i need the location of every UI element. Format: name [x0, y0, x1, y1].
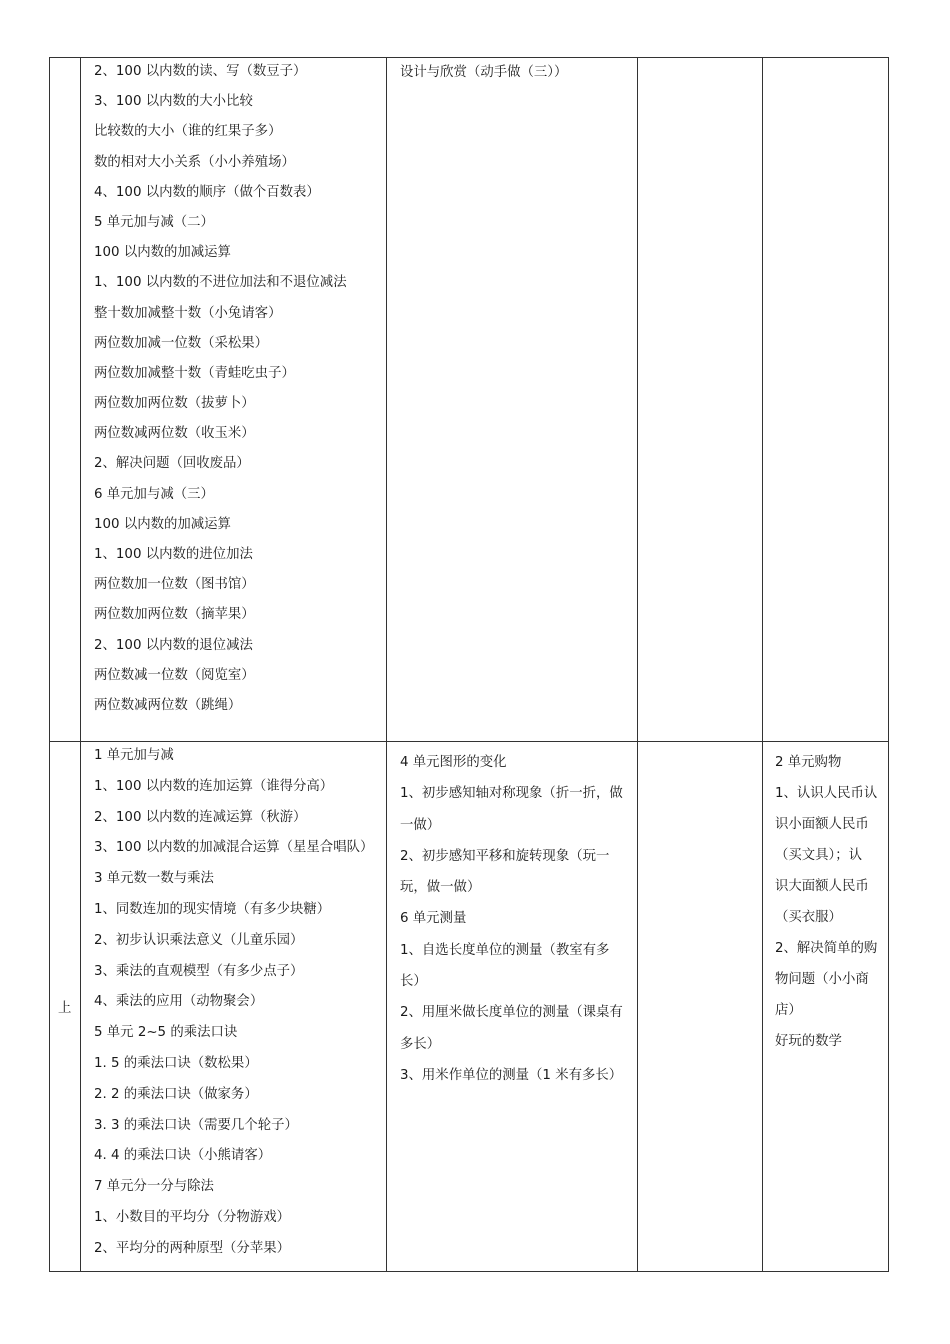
curriculum-table — [49, 57, 889, 1272]
content-line: 两位数减两位数（跳绳） — [94, 697, 242, 713]
geometry-line: 玩，做一做） — [400, 880, 481, 896]
content-line: 1、同数连加的现实情境（有多少块糖） — [94, 901, 331, 917]
content-line: 比较数的大小（谁的红果子多） — [94, 124, 282, 140]
content-line: 数的相对大小关系（小小养殖场） — [94, 154, 295, 170]
practice-line: 好玩的数学 — [775, 1034, 842, 1049]
content-line: 5 单元 2~5 的乘法口诀 — [94, 1025, 238, 1041]
geometry-line: 4 单元图形的变化 — [400, 755, 507, 770]
practice-line: 物问题（小小商 — [775, 972, 869, 987]
column-divider — [637, 57, 638, 1272]
column-divider — [80, 57, 81, 1272]
content-line: 1 单元加与减 — [94, 748, 174, 763]
geometry-line: 1、初步感知轴对称现象（折一折，做 — [400, 786, 623, 802]
bottom-content-cell — [94, 741, 373, 1265]
content-line: 两位数减一位数（阅览室） — [94, 667, 255, 683]
content-line: 3、100 以内数的大小比较 — [94, 94, 253, 110]
practice-line: （买衣服） — [775, 910, 842, 925]
geometry-line: 3、用米作单位的测量（1 米有多长） — [400, 1067, 623, 1083]
content-line: 两位数加减整十数（青蛙吃虫子） — [94, 365, 295, 381]
content-line: 2、解决问题（回收废品） — [94, 456, 250, 472]
content-line: 3 单元数一数与乘法 — [94, 871, 214, 887]
content-line: 1. 5 的乘法口诀（数松果） — [94, 1055, 258, 1071]
content-line: 2、平均分的两种原型（分苹果） — [94, 1240, 290, 1256]
geometry-line: 1、自选长度单位的测量（教室有多 — [400, 942, 610, 958]
geometry-line: 多长） — [400, 1036, 441, 1052]
table-right-border — [888, 57, 889, 1272]
practice-line: 识大面额人民币 — [775, 879, 869, 894]
content-line: 2. 2 的乘法口诀（做家务） — [94, 1086, 258, 1102]
table-left-border — [49, 57, 50, 1272]
content-line: 1、100 以内数的连加运算（谁得分高） — [94, 778, 334, 794]
content-line: 两位数加一位数（图书馆） — [94, 577, 255, 593]
content-line: 两位数加减一位数（采松果） — [94, 335, 269, 351]
practice-line: （买文具）；认 — [775, 848, 863, 863]
content-line: 3、乘法的直观模型（有多少点子） — [94, 963, 304, 979]
bottom-practice-cell — [775, 747, 877, 1057]
content-line: 两位数加两位数（拔萝卜） — [94, 396, 255, 412]
table-bottom-border — [49, 1271, 889, 1272]
practice-line: 1、认识人民币认 — [775, 786, 878, 801]
bottom-geometry-cell — [400, 747, 623, 1091]
geometry-line: 2、初步感知平移和旋转现象（玩一 — [400, 848, 610, 864]
practice-line: 2 单元购物 — [775, 755, 842, 770]
content-line: 整十数加减整十数（小兔请客） — [94, 305, 282, 321]
column-divider — [386, 57, 387, 1272]
content-line: 5 单元加与减（二） — [94, 214, 214, 230]
geometry-line: 2、用厘米做长度单位的测量（课桌有 — [400, 1005, 623, 1021]
geometry-line: 一做） — [400, 817, 441, 833]
content-line: 3. 3 的乘法口诀（需要几个轮子） — [94, 1117, 298, 1133]
content-line: 两位数加两位数（摘苹果） — [94, 607, 255, 623]
content-line: 2、100 以内数的退位减法 — [94, 637, 253, 653]
content-line: 4. 4 的乘法口诀（小熊请客） — [94, 1148, 272, 1164]
content-line: 4、乘法的应用（动物聚会） — [94, 994, 264, 1010]
practice-line: 2、解决简单的购 — [775, 941, 878, 956]
content-line: 7 单元分一分与除法 — [94, 1179, 214, 1195]
practice-line: 店） — [775, 1003, 802, 1018]
content-line: 100 以内数的加减运算 — [94, 245, 231, 261]
geometry-line: 长） — [400, 974, 427, 990]
content-line: 1、100 以内数的进位加法 — [94, 547, 253, 562]
content-line: 2、100 以内数的读、写（数豆子） — [94, 64, 307, 79]
practice-line: 识小面额人民币 — [775, 817, 869, 832]
content-line: 6 单元加与减（三） — [94, 486, 214, 502]
geometry-line: 设计与欣赏（动手做（三）） — [400, 65, 568, 80]
content-line: 3、100 以内数的加减混合运算（星星合唱队） — [94, 840, 374, 856]
top-content-cell — [94, 57, 347, 721]
content-line: 4、100 以内数的顺序（做个百数表） — [94, 184, 320, 200]
top-geometry-cell — [400, 57, 567, 88]
content-line: 2、100 以内数的连减运算（秋游） — [94, 809, 307, 825]
content-line: 1、小数目的平均分（分物游戏） — [94, 1209, 290, 1225]
content-line: 两位数减两位数（收玉米） — [94, 426, 255, 442]
content-line: 1、100 以内数的不进位加法和不退位减法 — [94, 275, 347, 291]
term-label: 上 — [58, 1001, 72, 1016]
geometry-line: 6 单元测量 — [400, 911, 467, 927]
content-line: 100 以内数的加减运算 — [94, 516, 231, 532]
column-divider — [762, 57, 763, 1272]
content-line: 2、初步认识乘法意义（儿童乐园） — [94, 932, 304, 948]
